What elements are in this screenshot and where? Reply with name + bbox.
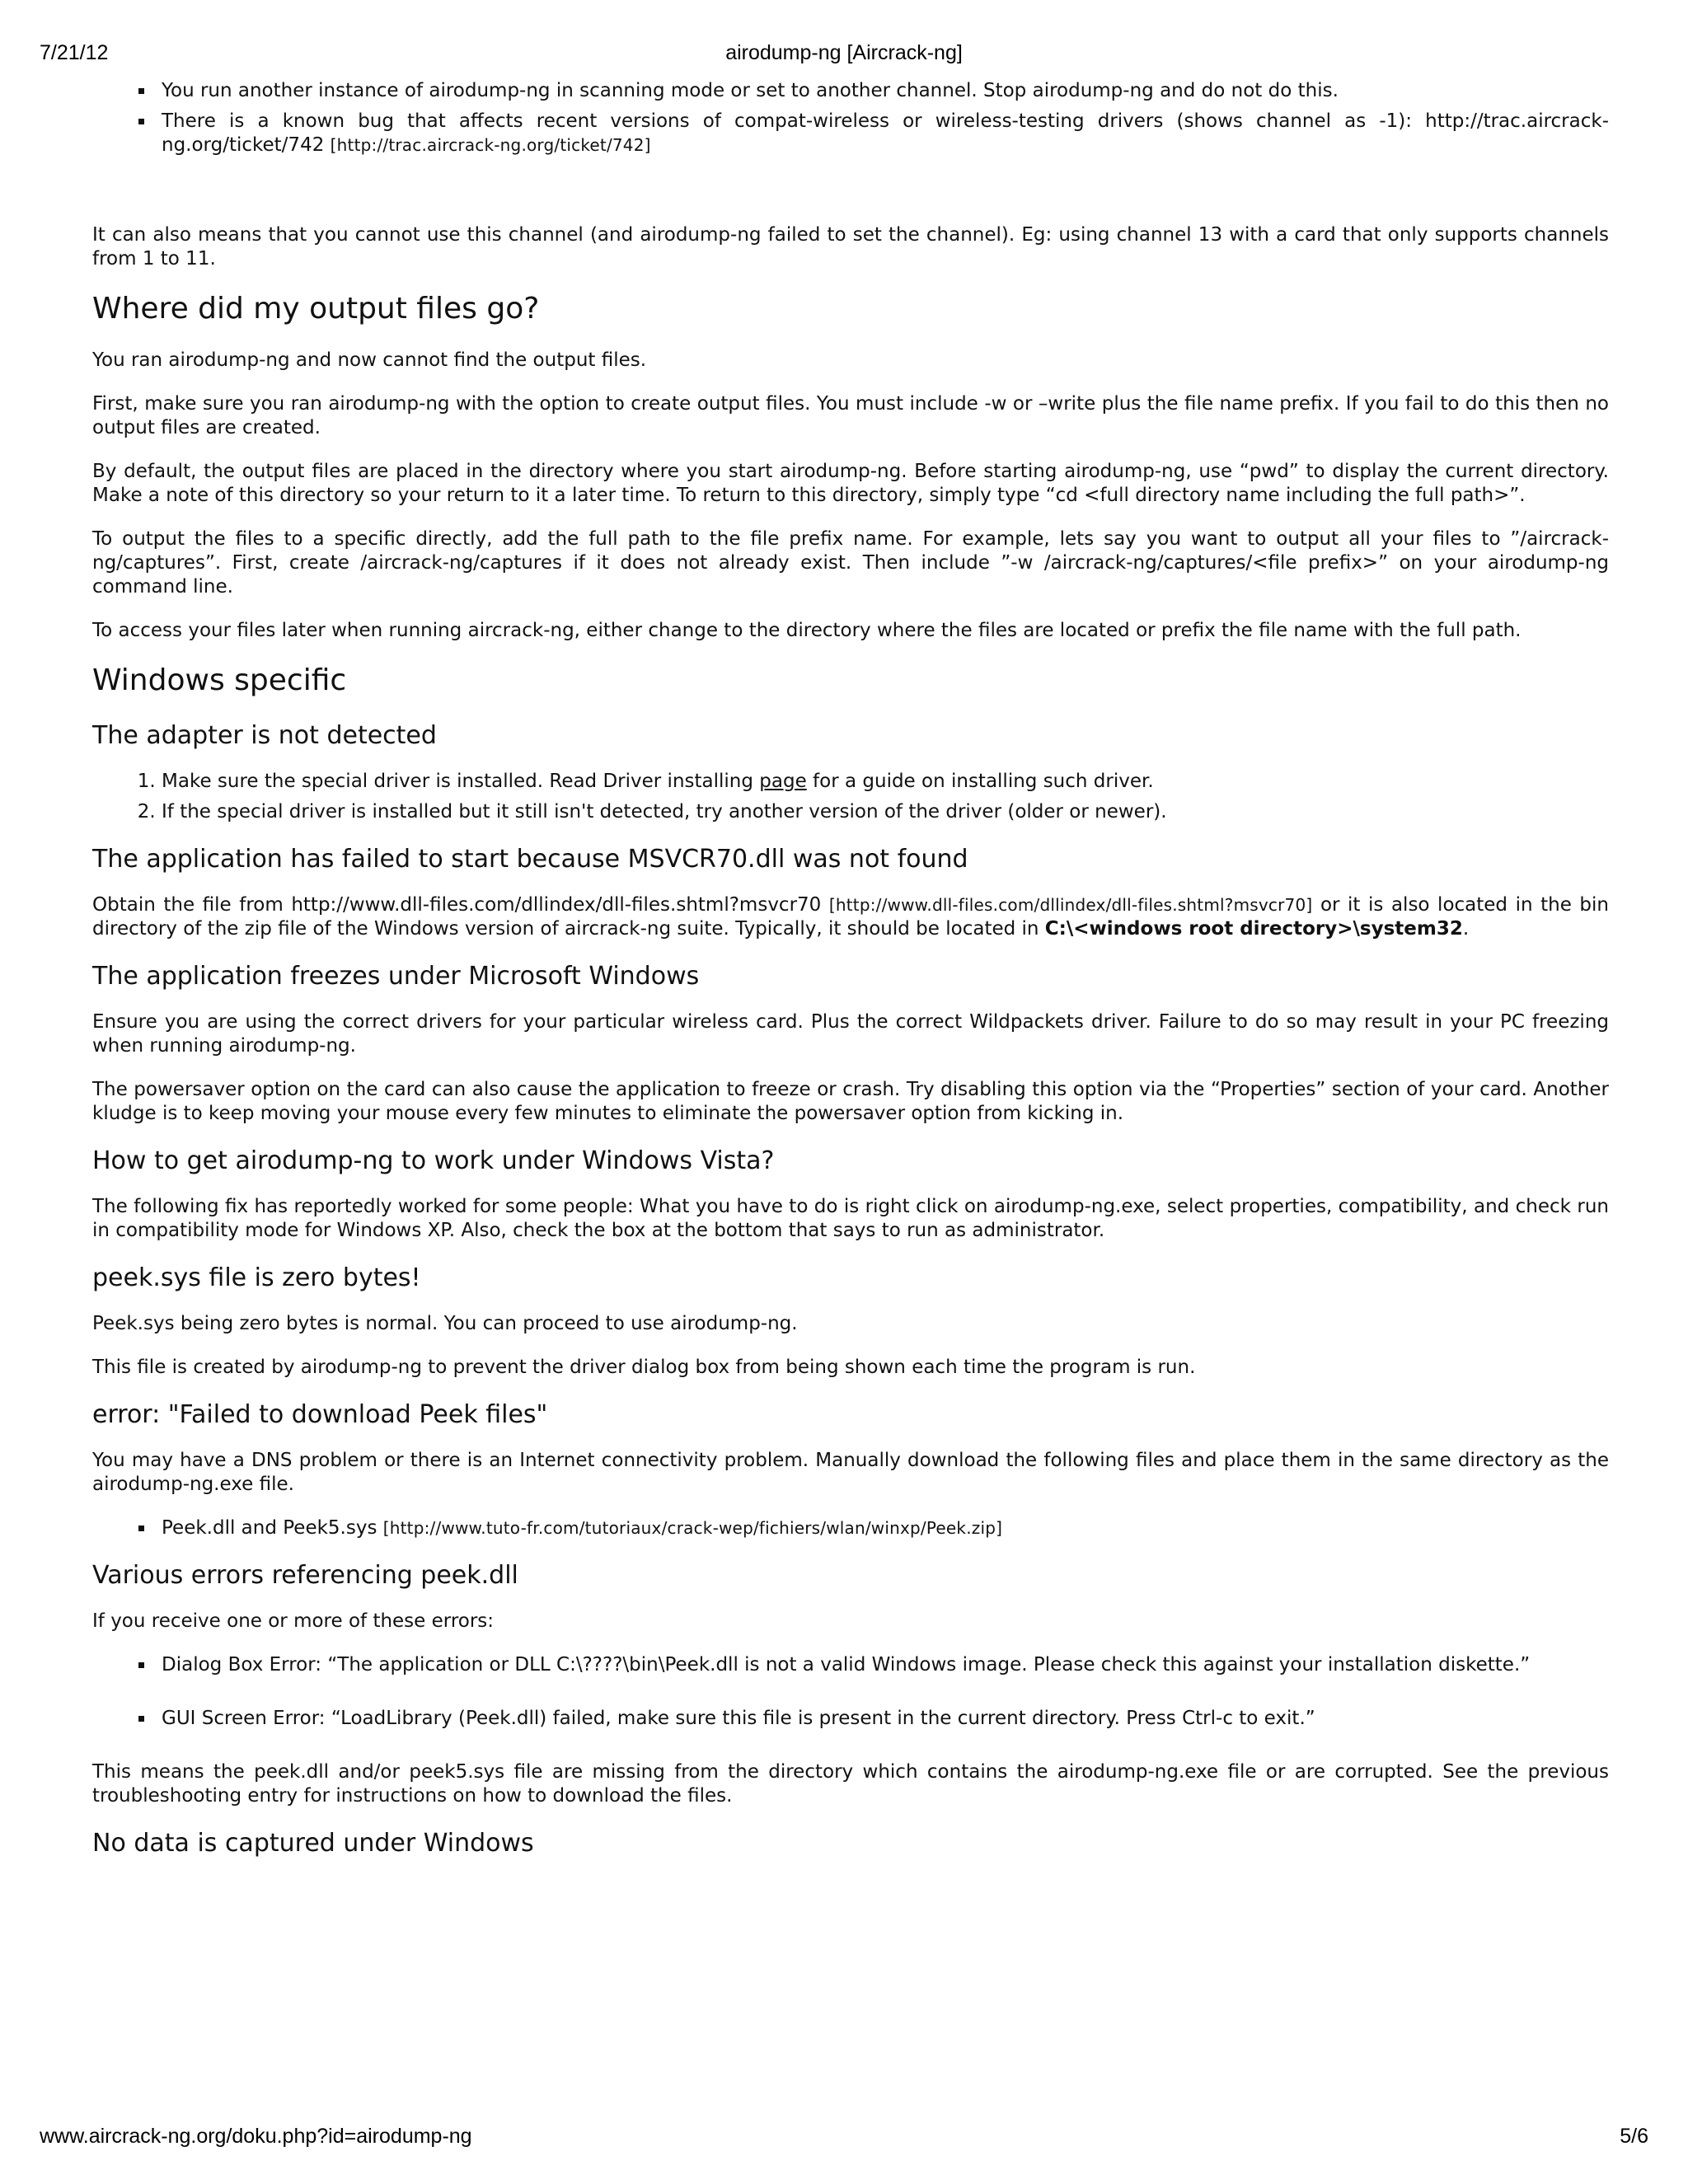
paragraph: First, make sure you ran airodump-ng with the option to create output files. You must include -w or –write plus the file name prefix. If you fail to do this then no output files are created. — [92, 393, 1609, 438]
paragraph: This means the peek.dll and/or peek5.sys file are missing from the directory which contains the airodump-ng.exe file or are corrupted. See the previous troubleshooting entry for instructions on how to download the files. — [92, 1761, 1609, 1807]
heading-no-data-captured: No data is captured under Windows — [92, 1829, 534, 1858]
page-content — [92, 79, 1609, 1877]
list-item: Peek.dll and Peek5.sys [http://www.tuto-fr.com/tutoriaux/crack-wep/fichiers/wlan/winxp/Peek.zip] — [162, 1516, 1609, 1540]
heading-adapter-not-detected: The adapter is not detected — [92, 721, 437, 750]
heading-peek-sys: peek.sys file is zero bytes! — [92, 1263, 421, 1292]
heading-failed-download: error: "Failed to download Peek files" — [92, 1400, 548, 1429]
paragraph: Peek.sys being zero bytes is normal. You can proceed to use airodump-ng. — [92, 1313, 798, 1334]
heading-app-freezes: The application freezes under Microsoft Windows — [92, 962, 700, 991]
print-title: airodump-ng [Aircrack-ng] — [725, 41, 963, 64]
heading-peek-dll-errors: Various errors referencing peek.dll — [92, 1561, 518, 1590]
paragraph: To output the files to a specific directly, add the full path to the file prefix name. For example, lets say you want to output all your files to ”/aircrack-ng/captures”. First, create /aircrack-ng/captures if it does not already exist. Then include ”-w /aircrack-ng/captures/<file prefix>” on your airodump-ng command line. — [92, 528, 1609, 598]
paragraph: By default, the output files are placed in the directory where you start airodump-ng. Before starting airodump-ng, use “pwd” to display the current directory. Make a note of this directory so your return to it a later time. To return to this directory, simply type “cd <full directory name including the full path>”. — [92, 461, 1609, 506]
paragraph: If you receive one or more of these errors: — [92, 1610, 495, 1632]
heading-msvcr70: The application has failed to start because MSVCR70.dll was not found — [92, 845, 968, 874]
heading-output-files: Where did my output files go? — [92, 292, 540, 326]
msvcr-paragraph: Obtain the file from http://www.dll-files.com/dllindex/dll-files.shtml?msvcr70 [http://www.dll-files.com/dllindex/dll-files.shtml?msvcr70] or it is also located in the bin directory of the zip file of the Windows version of aircrack-ng suite. Typically, it should be located in C:\<windows root directory>\system32. — [92, 894, 1609, 940]
print-footer — [40, 2125, 1648, 2151]
print-header — [40, 41, 1648, 68]
page-link[interactable]: page — [759, 771, 807, 792]
external-link-ref[interactable]: [http://trac.aircrack-ng.org/ticket/742] — [330, 135, 651, 155]
system32-path: C:\<windows root directory>\system32 — [1044, 918, 1463, 940]
adapter-numbered-list — [92, 770, 1609, 824]
list-item: 1. Make sure the special driver is installed. Read Driver installing page for a guide on installing such driver. — [162, 770, 1609, 794]
external-link-ref[interactable]: [http://www.dll-files.com/dllindex/dll-files.shtml?msvcr70] — [828, 895, 1313, 915]
paragraph: This file is created by airodump-ng to prevent the driver dialog box from being shown each time the program is run. — [92, 1357, 1196, 1378]
paragraph: You may have a DNS problem or there is an Internet connectivity problem. Manually download the following files and place them in the same directory as the airodump-ng.exe file. — [92, 1450, 1609, 1495]
paragraph: To access your files later when running aircrack-ng, either change to the directory where the files are located or prefix the file name with the full path. — [92, 620, 1522, 641]
list-item: There is a known bug that affects recent versions of compat-wireless or wireless-testing drivers (shows channel as -1): http://trac.aircrack-ng.org/ticket/742 [http://trac.aircrack-ng.org/ticket/742] — [162, 110, 1609, 156]
external-link-ref[interactable]: [http://www.tuto-fr.com/tutoriaux/crack-wep/fichiers/wlan/winxp/Peek.zip] — [382, 1518, 1003, 1538]
list-item: 2. If the special driver is installed but it still isn't detected, try another version of the driver (older or newer). — [162, 800, 1609, 824]
list-item: You run another instance of airodump-ng in scanning mode or set to another channel. Stop airodump-ng and do not do this. — [162, 79, 1609, 103]
paragraph: The following fix has reportedly worked for some people: What you have to do is right click on airodump-ng.exe, select properties, compatibility, and check run in compatibility mode for Windows XP. Also, check the box at the bottom that says to run as administrator. — [92, 1196, 1609, 1241]
print-date: 7/21/12 — [40, 41, 109, 64]
top-bullet-list — [92, 79, 1609, 157]
errors-bullet-list — [92, 1653, 1609, 1731]
heading-windows-specific: Windows specific — [92, 663, 347, 697]
download-bullet-list — [92, 1516, 1609, 1540]
paragraph: Ensure you are using the correct drivers for your particular wireless card. Plus the correct Wildpackets driver. Failure to do so may result in your PC freezing when running airodump-ng. — [92, 1011, 1609, 1057]
list-item: GUI Screen Error: “LoadLibrary (Peek.dll) failed, make sure this file is present in the current directory. Press Ctrl-c to exit.” — [162, 1707, 1609, 1731]
paragraph: The powersaver option on the card can also cause the application to freeze or crash. Try disabling this option via the “Properties” section of your card. Another kludge is to keep moving your mouse every few minutes to eliminate the powersaver option from kicking in. — [92, 1079, 1609, 1124]
channel-paragraph: It can also means that you cannot use this channel (and airodump-ng failed to set the channel). Eg: using channel 13 with a card that only supports channels from 1 to 11. — [92, 224, 1609, 269]
paragraph: You ran airodump-ng and now cannot find the output files. — [92, 349, 647, 371]
list-item: Dialog Box Error: “The application or DLL C:\????\bin\Peek.dll is not a valid Windows image. Please check this against your installation diskette.” — [162, 1653, 1609, 1677]
print-url: www.aircrack-ng.org/doku.php?id=airodump-ng — [40, 2125, 472, 2148]
page-number: 5/6 — [1620, 2125, 1648, 2148]
heading-windows-vista: How to get airodump-ng to work under Windows Vista? — [92, 1146, 775, 1175]
